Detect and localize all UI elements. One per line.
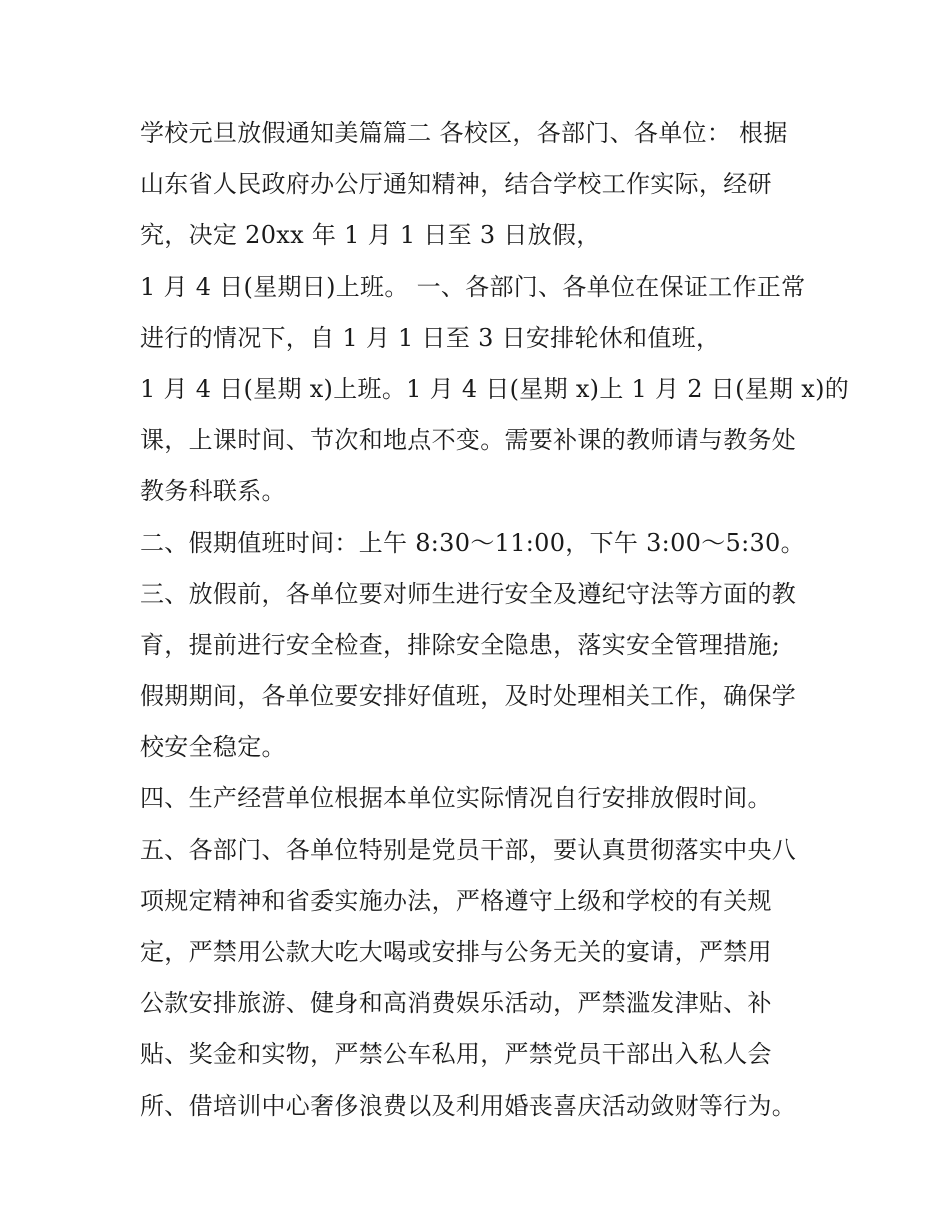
text-line: 贴、奖金和实物，严禁公车私用，严禁党员干部出入私人会 (140, 1040, 772, 1069)
text-line: 三、放假前，各单位要对师生进行安全及遵纪守法等方面的教 (140, 579, 797, 608)
text-line: 假期期间，各单位要安排好值班，及时处理相关工作，确保学 (140, 682, 797, 711)
text-line: 所、借培训中心奢侈浪费以及利用婚丧喜庆活动敛财等行为。 (140, 1091, 797, 1120)
text-line: 学校元旦放假通知美篇篇二 各校区，各部门、各单位： 根据 (140, 119, 788, 147)
text-line: 五、各部门、各单位特别是党员干部，要认真贯彻落实中央八 (140, 835, 797, 864)
text-line: 山东省人民政府办公厅通知精神，结合学校工作实际，经研 (140, 170, 772, 199)
text-line: 进行的情况下，自 1 月 1 日至 3 日安排轮休和值班， (140, 323, 721, 352)
text-line: 项规定精神和省委实施办法，严格遵守上级和学校的有关规 (140, 886, 772, 915)
text-line: 1 月 4 日(星期日)上班。 一、各部门、各单位在保证工作正常 (140, 272, 806, 301)
notice-body (140, 108, 850, 1132)
text-line: 究，决定 20xx 年 1 月 1 日至 3 日放假， (140, 221, 601, 250)
text-line: 公款安排旅游、健身和高消费娱乐活动，严禁滥发津贴、补 (140, 989, 772, 1018)
text-line: 教务科联系。 (140, 477, 286, 506)
text-line: 育，提前进行安全检查，排除安全隐患，落实安全管理措施; (140, 630, 781, 659)
text-line: 1 月 4 日(星期 x)上班。1 月 4 日(星期 x)上 1 月 2 日(星期 x)的 (140, 374, 850, 403)
text-line: 课，上课时间、节次和地点不变。需要补课的教师请与教务处 (140, 426, 797, 455)
text-line: 四、生产经营单位根据本单位实际情况自行安排放假时间。 (140, 784, 772, 813)
text-line: 校安全稳定。 (140, 733, 286, 762)
text-line: 定，严禁用公款大吃大喝或安排与公务无关的宴请，严禁用 (140, 938, 772, 966)
text-line: 二、假期值班时间：上午 8:30～11:00，下午 3:00～5:30。 (140, 528, 805, 557)
